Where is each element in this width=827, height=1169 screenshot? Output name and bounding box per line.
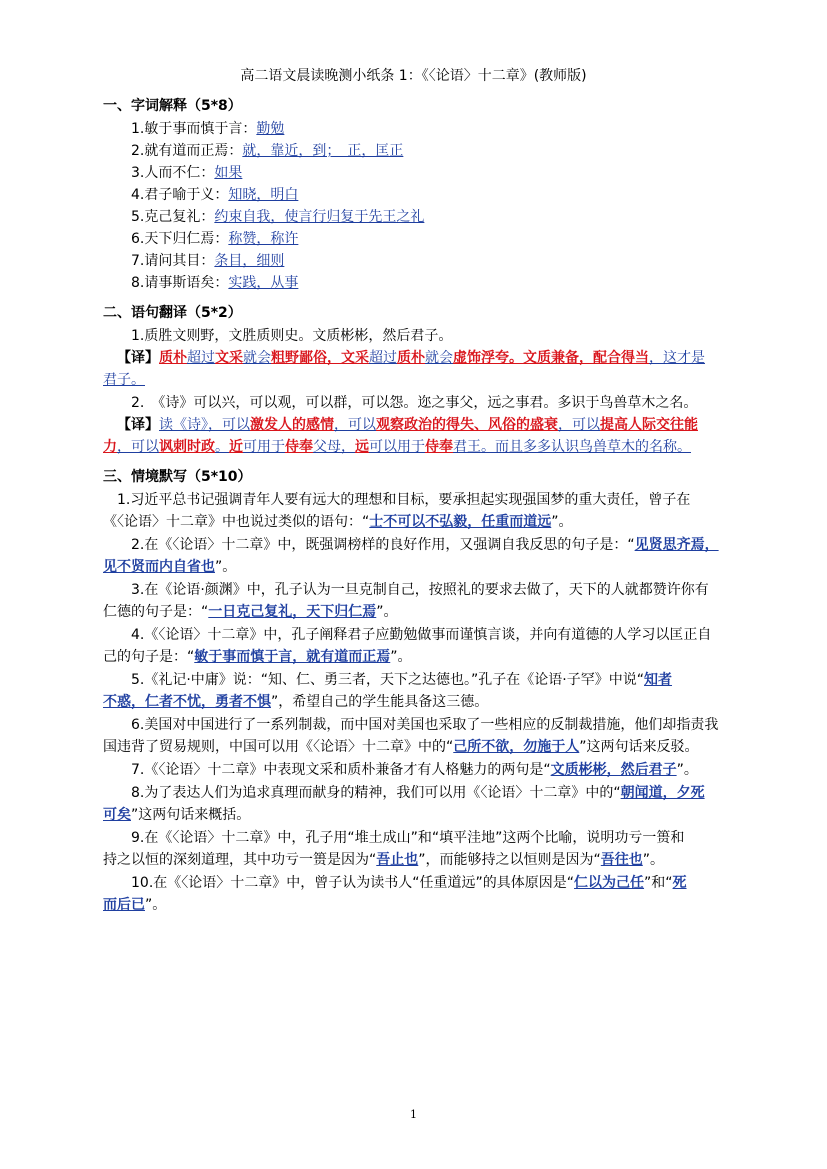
answer: 实践，从事 <box>228 275 299 291</box>
recitation-8: 8.为了表达人们为追求真理而献身的精神，我们可以用《〈论语〉十二章》中的“朝闻道，夕死 <box>131 785 705 801</box>
recitation-8-cont: 可矣”这两句话来概括。 <box>103 807 251 823</box>
list-item: 3.人而不仁：如果 <box>131 165 243 181</box>
answer: 而后已 <box>103 897 145 913</box>
answer: 朝闻道，夕死 <box>620 785 705 801</box>
recitation-3-cont: 仁德的句子是：“一日克己复礼，天下归仁焉”。 <box>103 604 398 620</box>
page-title: 高二语文晨读晚测小纸条 1：《〈论语〉十二章》(教师版) <box>240 68 587 84</box>
translation-question-1: 1.质胜文则野，文胜质则史。文质彬彬，然后君子。 <box>131 328 453 344</box>
recitation-6-cont: 国违背了贸易规则，中国可以用《〈论语〉十二章》中的“己所不欲，勿施于人”这两句话来反驳。 <box>103 739 699 755</box>
answer: 不惑，仁者不忧，勇者不惧 <box>103 694 271 710</box>
recitation-4: 4.《〈论语〉十二章》中，孔子阐释君子应勤勉做事而谨慎言谈，并向有道德的人学习以匡正自 <box>131 627 712 643</box>
list-item: 6.天下归仁焉：称赞，称许 <box>131 231 299 247</box>
answer: 吾止也 <box>376 852 419 868</box>
answer: 一日克己复礼，天下归仁焉 <box>208 604 377 620</box>
answer: 见贤思齐焉， <box>634 537 719 553</box>
answer: 勤勉 <box>256 121 285 137</box>
page-number: 1 <box>410 1108 417 1121</box>
translation-answer-2: 【译】读《诗》，可以激发人的感情，可以观察政治的得失、风俗的盛衰，可以提高人际交往能 <box>117 417 698 433</box>
answer: 就，靠近，到； 正，匡正 <box>242 143 404 159</box>
answer: 死 <box>672 875 687 891</box>
section-2-heading: 二、语句翻译（5*2） <box>103 305 242 321</box>
section-3-heading: 三、情境默写（5*10） <box>103 469 252 485</box>
answer: 仁以为己任 <box>574 875 645 891</box>
answer: 称赞，称许 <box>228 231 299 247</box>
recitation-2-cont: 见不贤而内自省也”。 <box>103 559 237 575</box>
list-item: 4.君子喻于义：知晓，明白 <box>131 187 299 203</box>
section-1-heading: 一、字词解释（5*8） <box>103 98 242 114</box>
answer: 约束自我，使言行归复于先王之礼 <box>214 209 425 225</box>
translation-answer-1: 【译】质朴超过文采就会粗野鄙俗，文采超过质朴就会虚饰浮夸。文质兼备，配合得当，这才是 <box>117 350 705 366</box>
answer: 知者 <box>644 672 673 688</box>
recitation-4-cont: 己的句子是：“敏于事而慎于言，就有道而正焉”。 <box>103 649 412 665</box>
list-item: 2.就有道而正焉：就，靠近，到； 正，匡正 <box>131 143 404 159</box>
list-item: 1.敏于事而慎于言：勤勉 <box>131 121 285 137</box>
translation-question-2: 2. 《诗》可以兴，可以观，可以群，可以怨。迩之事父，远之事君。多识于鸟兽草木之名。 <box>131 395 698 411</box>
recitation-10: 10.在《〈论语〉十二章》中，曾子认为读书人“任重道远”的具体原因是“仁以为己任”和“死 <box>131 875 687 891</box>
recitation-1-cont: 《〈论语〉十二章》中也说过类似的语句：“士不可以不弘毅，任重而道远”。 <box>103 514 573 530</box>
answer: 文质彬彬，然后君子 <box>550 762 677 778</box>
recitation-1: 1.习近平总书记强调青年人要有远大的理想和目标，要承担起实现强国梦的重大责任，曾子在 <box>117 492 691 508</box>
recitation-6: 6.美国对中国进行了一系列制裁，而中国对美国也采取了一些相应的反制裁措施，他们却指责我 <box>131 717 719 733</box>
list-item: 7.请问其目：条目，细则 <box>131 253 285 269</box>
answer: 吾往也 <box>600 852 643 868</box>
recitation-9: 9.在《〈论语〉十二章》中，孔子用“堆土成山”和“填平洼地”这两个比喻，说明功亏一篑和 <box>131 830 685 846</box>
translation-answer-2-cont: 力，可以讽刺时政。近可用于侍奉父母，远可以用于侍奉君王。而且多多认识鸟兽草木的名称。 <box>103 439 691 455</box>
list-item: 8.请事斯语矣：实践，从事 <box>131 275 299 291</box>
answer: 可矣 <box>103 807 131 823</box>
recitation-10-cont: 而后已”。 <box>103 897 167 913</box>
recitation-5: 5.《礼记·中庸》说：“知、仁、勇三者，天下之达德也。”孔子在《论语·子罕》中说“知者 <box>131 672 673 688</box>
answer: 己所不欲，勿施于人 <box>453 739 580 755</box>
recitation-2: 2.在《〈论语〉十二章》中，既强调榜样的良好作用，又强调自我反思的句子是：“见贤思齐焉， <box>131 537 719 553</box>
recitation-3: 3.在《论语·颜渊》中，孔子认为一旦克制自己，按照礼的要求去做了，天下的人就都赞许你有 <box>131 582 709 598</box>
answer: 士不可以不弘毅，任重而道远 <box>369 514 552 530</box>
answer: 敏于事而慎于言，就有道而正焉 <box>194 649 391 665</box>
translation-answer-1-cont: 君子。 <box>103 372 145 388</box>
list-item: 5.克己复礼：约束自我，使言行归复于先王之礼 <box>131 209 425 225</box>
answer: 见不贤而内自省也 <box>103 559 215 575</box>
recitation-7: 7.《〈论语〉十二章》中表现文采和质朴兼备才有人格魅力的两句是“文质彬彬，然后君子”。 <box>131 762 698 778</box>
answer: 知晓，明白 <box>228 187 299 203</box>
recitation-5-cont: 不惑，仁者不忧，勇者不惧”，希望自己的学生能具备这三德。 <box>103 694 489 710</box>
answer: 条目，细则 <box>214 253 285 269</box>
answer: 如果 <box>214 165 243 181</box>
recitation-9-cont: 持之以恒的深刻道理，其中功亏一篑是因为“吾止也”，而能够持之以恒则是因为“吾往也”。 <box>103 852 665 868</box>
